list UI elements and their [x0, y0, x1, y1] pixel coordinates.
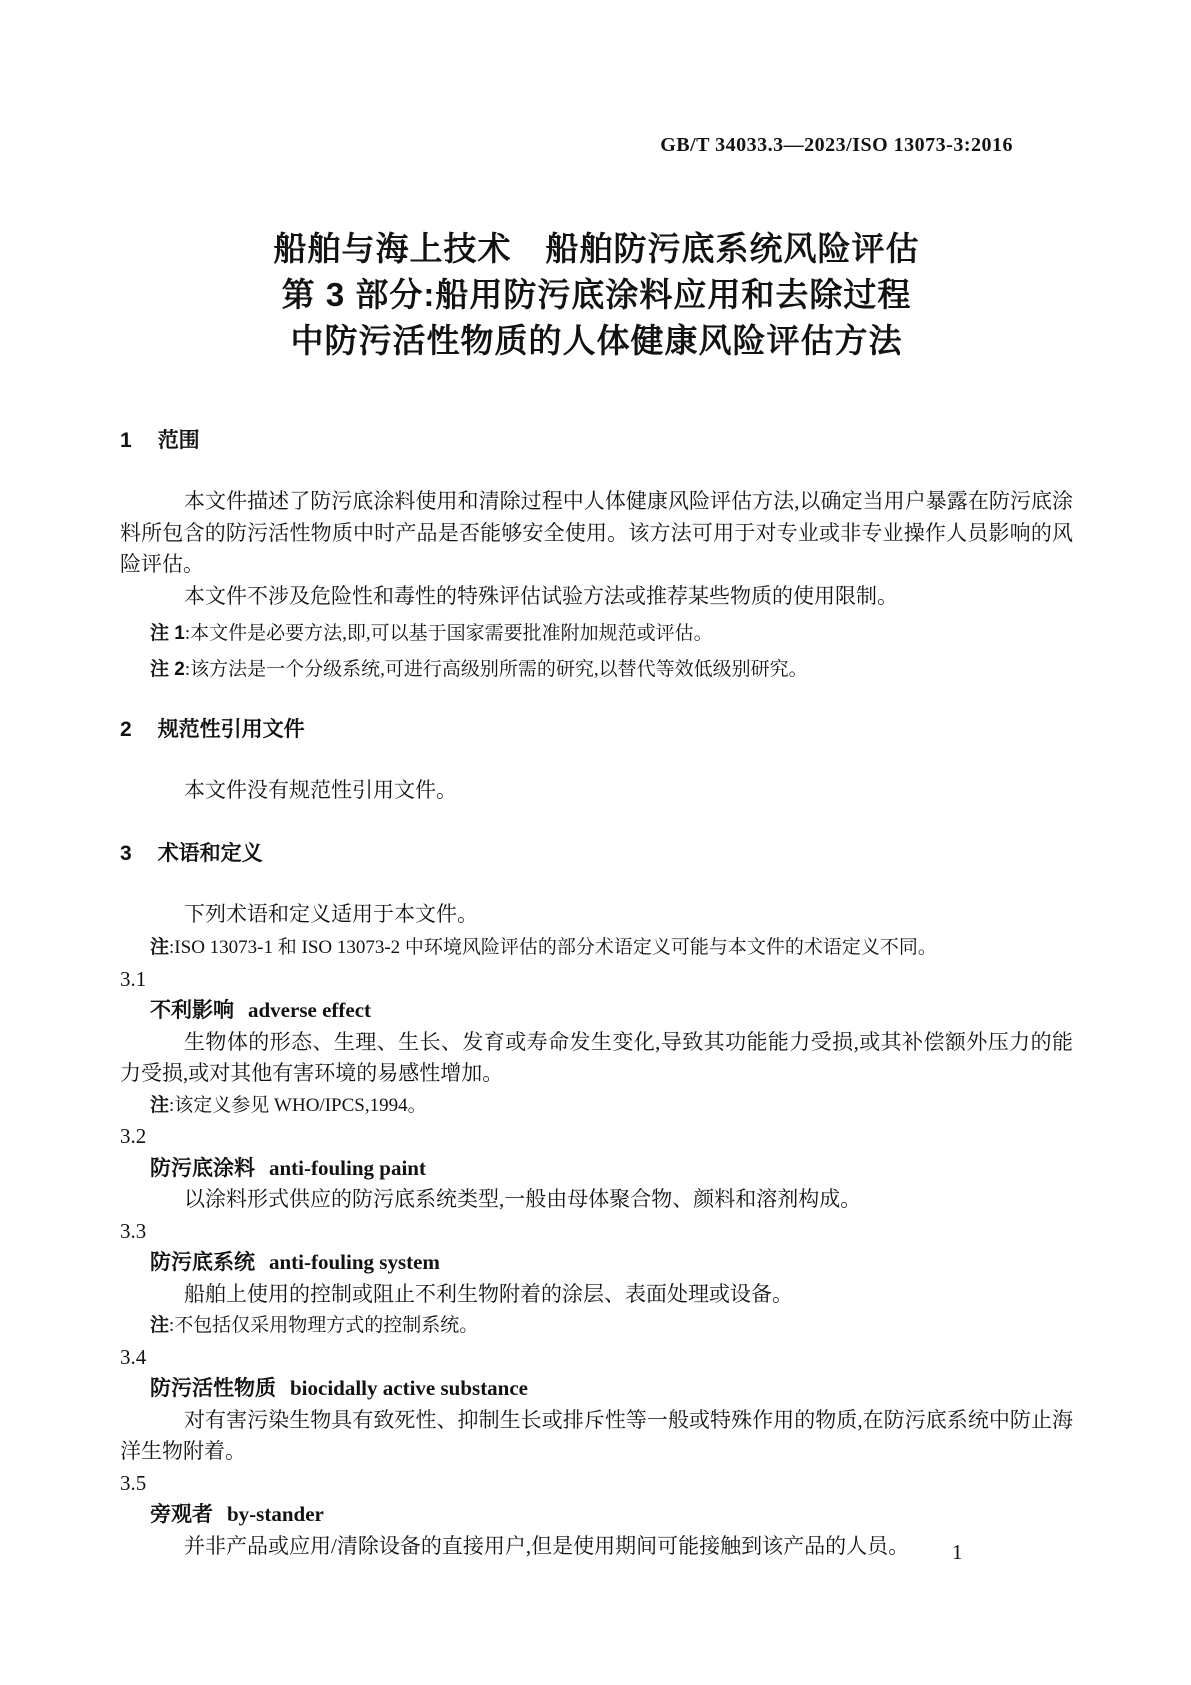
- term-3-2-heading: [120, 1153, 1073, 1185]
- term-3-2-id: 3.2: [120, 1124, 147, 1148]
- document-title-line-3: 中防污活性物质的人体健康风险评估方法: [290, 322, 903, 359]
- term-3-3-heading: [120, 1247, 1073, 1279]
- term-3-2-en: anti-fouling paint: [269, 1155, 426, 1180]
- scope-paragraph-2: 本文件不涉及危险性和毒性的特殊评估试验方法或推荐某些物质的使用限制。: [184, 583, 898, 608]
- term-3-2-zh: 防污底涂料: [150, 1156, 255, 1180]
- references-paragraph: 本文件没有规范性引用文件。: [184, 778, 457, 802]
- page-number: 1: [952, 1540, 963, 1564]
- term-3-1-heading: [120, 995, 1073, 1027]
- scope-paragraph-1: 本文件描述了防污底涂料使用和清除过程中人体健康风险评估方法,以确定当用户暴露在防污底涂料所包含的防污活性物质中时产品是否能够安全使用。该方法可用于对专业或非专业操作人员影响的风险评估。: [120, 489, 1073, 576]
- term-3-3-zh: 防污底系统: [150, 1251, 255, 1274]
- scope-note-1-text: :本文件是必要方法,即,可以基于国家需要批准附加规范或评估。: [184, 623, 713, 644]
- term-3-1-note-prefix: 注: [150, 1094, 170, 1116]
- scope-note-2-prefix: 注 2: [150, 658, 185, 680]
- document-title-line-1: 船舶与海上技术 船舶防污底系统风险评估: [273, 230, 920, 267]
- terms-note-text: :ISO 13073-1 和 ISO 13073-2 中环境风险评估的部分术语定义可能与本文件的术语定义不同。: [169, 937, 937, 958]
- term-3-1-note: [120, 1090, 1073, 1122]
- term-3-4-definition: 对有害污染生物具有致死性、抑制生长或排斥性等一般或特殊作用的物质,在防污底系统中防止海洋生物附着。: [120, 1407, 1073, 1463]
- term-3-1-en: adverse effect: [248, 998, 372, 1022]
- term-3-3-en: anti-fouling system: [269, 1250, 440, 1274]
- term-3-4-id: 3.4: [120, 1344, 147, 1369]
- section-1-number: 1: [120, 429, 132, 452]
- scope-note-2: [120, 654, 1073, 686]
- term-3-3-note-prefix: 注: [150, 1315, 170, 1336]
- term-3-1-note-text: :该定义参见 WHO/IPCS,1994。: [169, 1094, 427, 1116]
- term-3-1-id: 3.1: [120, 966, 147, 991]
- section-3-number: 3: [120, 841, 132, 865]
- scope-note-1-prefix: 注 1: [150, 623, 185, 644]
- document-title-line-2: 第 3 部分:船用防污底涂料应用和去除过程: [281, 276, 912, 313]
- scope-note-1: [120, 618, 1073, 650]
- section-3-heading: [120, 839, 1073, 869]
- term-3-3-note: [120, 1310, 1073, 1342]
- section-2-number: 2: [120, 718, 132, 741]
- standard-code: GB/T 34033.3—2023/ISO 13073-3:2016: [660, 134, 1013, 156]
- term-3-4-zh: 防污活性物质: [150, 1377, 276, 1400]
- term-3-3-definition: 船舶上使用的控制或阻止不利生物附着的涂层、表面处理或设备。: [184, 1281, 793, 1306]
- document-title: [120, 226, 1073, 364]
- term-3-1-definition: 生物体的形态、生理、生长、发育或寿命发生变化,导致其功能能力受损,或其补偿额外压力的能力受损,或对其他有害环境的易感性增加。: [120, 1029, 1073, 1085]
- term-3-5-definition: 并非产品或应用/清除设备的直接用户,但是使用期间可能接触到该产品的人员。: [184, 1533, 910, 1558]
- term-3-2-definition: 以涂料形式供应的防污底系统类型,一般由母体聚合物、颜料和溶剂构成。: [184, 1187, 862, 1211]
- term-3-5-id: 3.5: [120, 1470, 147, 1495]
- term-3-3-note-text: :不包括仅采用物理方式的控制系统。: [169, 1315, 479, 1336]
- section-1-heading: [120, 426, 1073, 456]
- page-content: [120, 0, 1073, 1562]
- section-2-heading: [120, 715, 1073, 745]
- term-3-1-zh: 不利影响: [150, 999, 234, 1022]
- terms-note-prefix: 注: [150, 937, 170, 958]
- term-3-5-zh: 旁观者: [150, 1503, 213, 1526]
- section-1-title: 范围: [157, 429, 200, 452]
- term-3-5-heading: [120, 1499, 1073, 1531]
- section-3-title: 术语和定义: [157, 841, 263, 865]
- term-3-5-en: by-stander: [227, 1502, 324, 1526]
- term-3-4-heading: [120, 1373, 1073, 1405]
- term-3-3-id: 3.3: [120, 1218, 147, 1243]
- term-3-4-en: biocidally active substance: [290, 1376, 529, 1400]
- section-2-title: 规范性引用文件: [157, 718, 305, 741]
- scope-note-2-text: :该方法是一个分级系统,可进行高级别所需的研究,以替代等效低级别研究。: [184, 658, 808, 680]
- terms-note: [120, 932, 1073, 964]
- terms-intro: 下列术语和定义适用于本文件。: [184, 901, 478, 926]
